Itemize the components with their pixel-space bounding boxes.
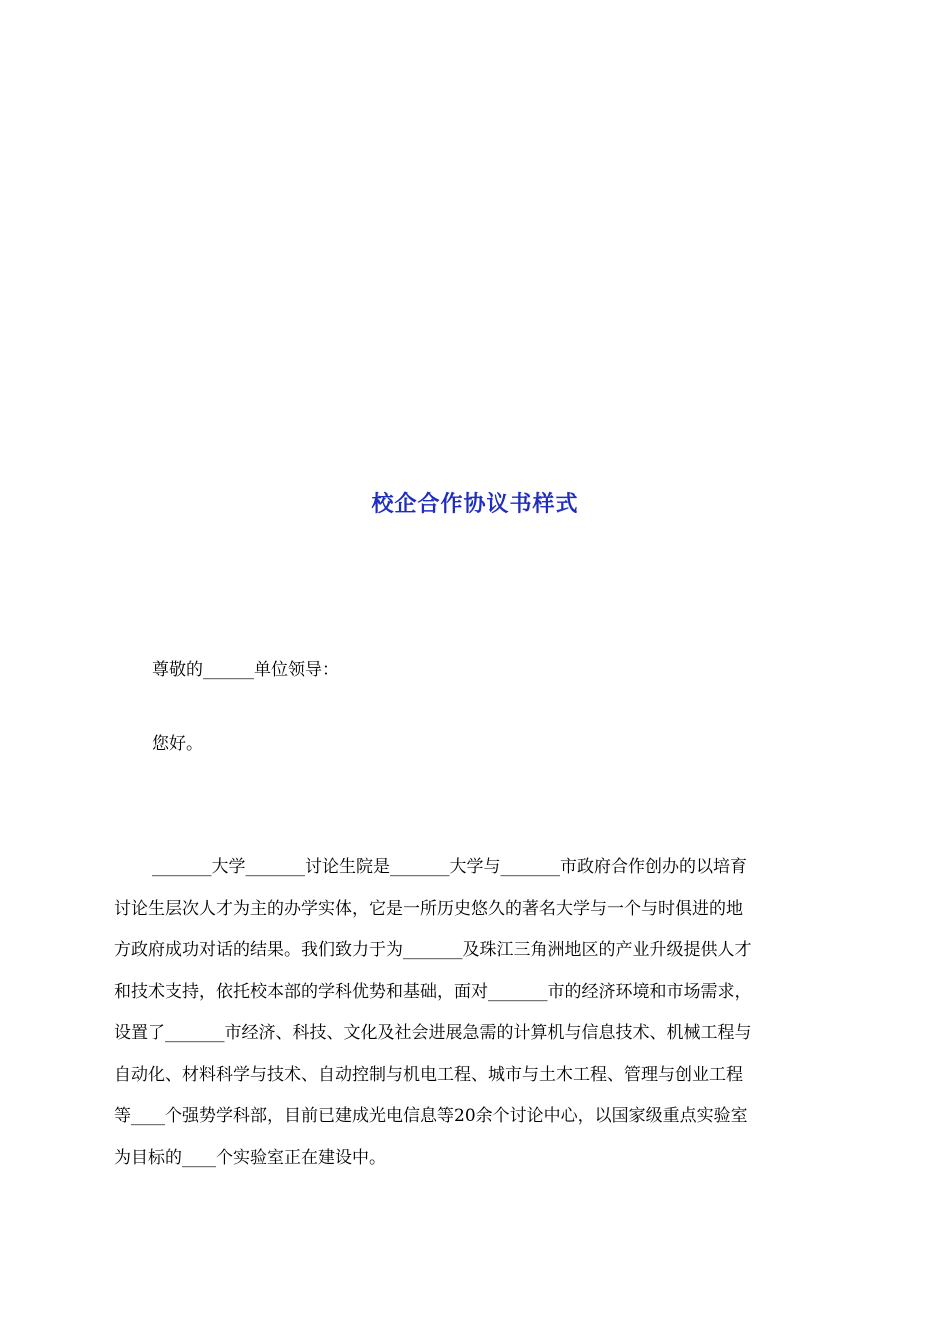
paragraph-line: _______大学_______讨论生院是_______大学与_______市政府合作创办的以培育 <box>152 857 747 877</box>
body-paragraph <box>114 853 836 1185</box>
paragraph-line: 自动化、材料科学与技术、自动控制与机电工程、城市与土木工程、管理与创业工程 <box>114 1064 743 1085</box>
paragraph-line: 为目标的____个实验室正在建设中。 <box>114 1147 386 1168</box>
document-title: 校企合作协议书样式 <box>371 491 579 517</box>
paragraph-line: 讨论生层次人才为主的办学实体，它是一所历史悠久的著名大学与一个与时俱进的地 <box>114 898 743 919</box>
paragraph-line: 和技术支持，依托校本部的学科优势和基础，面对_______市的经济环境和市场需求， <box>114 981 752 1002</box>
paragraph-line: 设置了_______市经济、科技、文化及社会进展急需的计算机与信息技术、机械工程与 <box>114 1023 752 1043</box>
paragraph-line: 等____个强势学科部，目前已建成光电信息等20余个讨论中心，以国家级重点实验室 <box>114 1106 748 1126</box>
salutation-line: 尊敬的______单位领导： <box>152 660 339 680</box>
paragraph-line: 方政府成功对话的结果。我们致力于为_______及珠江三角洲地区的产业升级提供人才 <box>114 940 752 960</box>
greeting-line: 您好。 <box>152 734 203 754</box>
